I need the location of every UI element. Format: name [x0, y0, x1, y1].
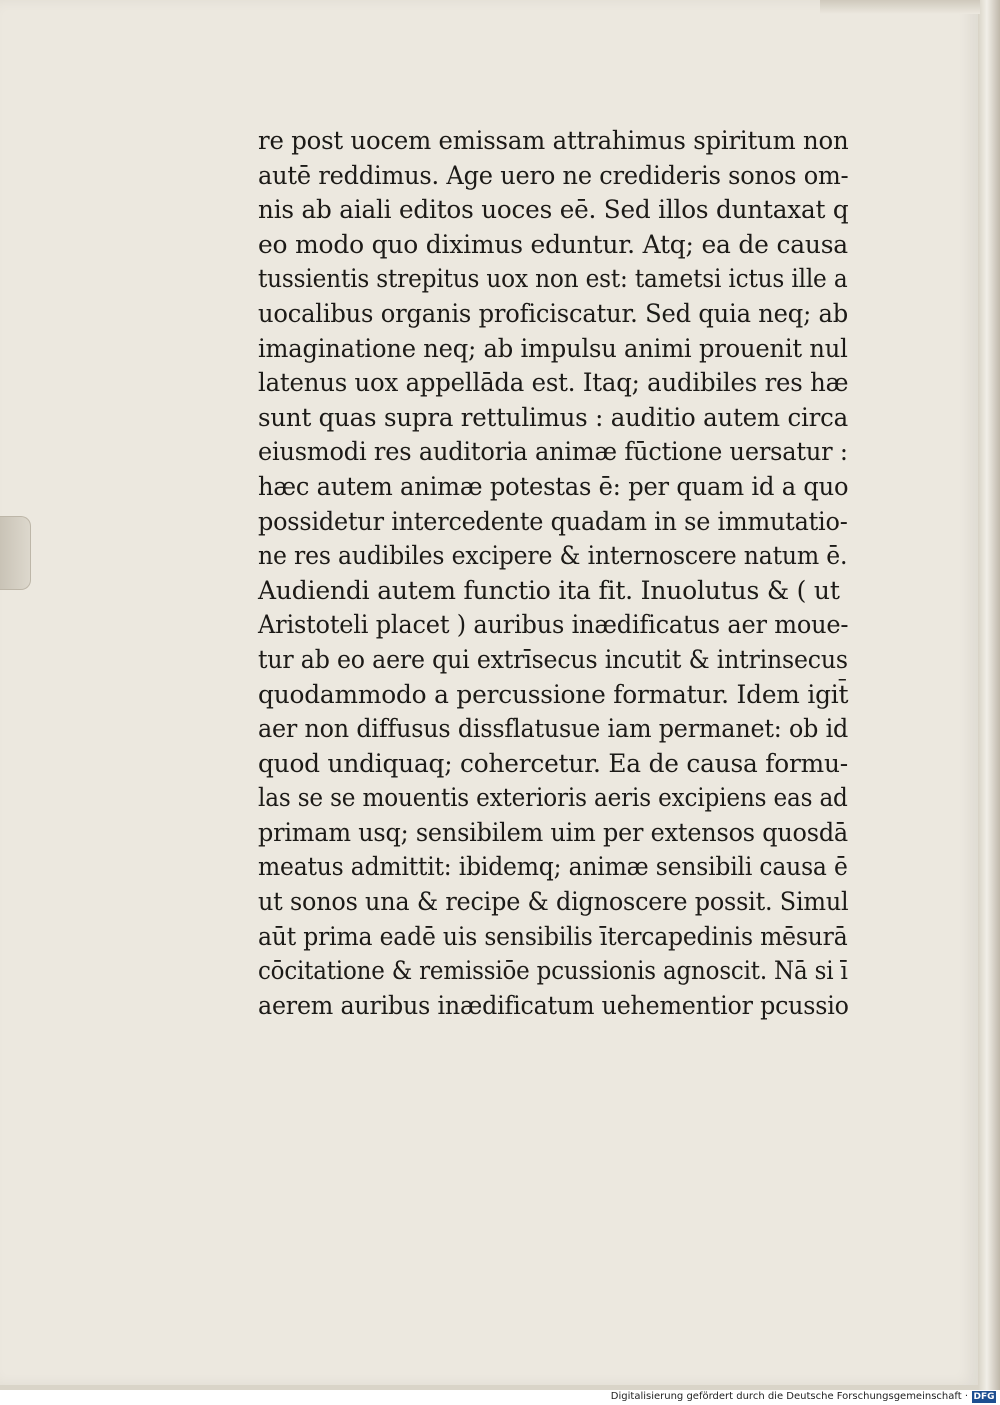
- page-top-curl: [820, 0, 980, 14]
- text-line: aer non diffusus dissflatusue iam permanet: ob id: [258, 714, 849, 744]
- text-line: autē reddimus. Age uero ne credideris sonos om-: [258, 160, 849, 190]
- text-line: hæc autem animæ potestas ē: per quam id a quo: [258, 471, 849, 501]
- text-line: re post uocem emissam attrahimus spiritum non: [258, 126, 849, 155]
- text-line: nis ab aiali editos uoces eē. Sed illos duntaxat q: [258, 195, 849, 225]
- text-line: quodammodo a percussione formatur. Idem igit̄: [258, 679, 849, 709]
- text-line: tussientis strepitus uox non est: tametsi ictus ille a: [258, 264, 848, 294]
- text-line: Audiendi autem functio ita fit. Inuolutus & ( ut: [258, 575, 840, 605]
- text-line: quod undiquaq; cohercetur. Ea de causa formu-: [258, 748, 848, 778]
- dfg-logo: DFG: [973, 1392, 995, 1402]
- text-line: cōcitatione & remissiōe pcussionis agnoscit. Nā si ī: [258, 956, 848, 986]
- text-line: uocalibus organis proficiscatur. Sed quia neq; ab: [258, 298, 849, 328]
- text-line: las se se mouentis exterioris aeris excipiens eas ad: [258, 783, 848, 813]
- text-line: primam usq; sensibilem uim per extensos quosdā: [258, 817, 849, 847]
- text-line: tur ab eo aere qui extrīsecus incutit & intrinsecus: [258, 644, 848, 674]
- text-line: imaginatione neq; ab impulsu animi prouenit nul: [258, 333, 848, 363]
- text-line: ne res audibiles excipere & internoscere natum ē.: [258, 541, 848, 571]
- text-line: latenus uox appellāda est. Itaq; audibiles res hæ: [258, 368, 849, 398]
- text-line: possidetur intercedente quadam in se immutatio-: [258, 506, 848, 536]
- funding-credit: Digitalisierung gefördert durch die Deutsche Forschungsgemeinschaft ·: [610, 1391, 968, 1402]
- text-line: Aristoteli placet ) auribus inædificatus aer moue-: [258, 610, 849, 640]
- page-edge: [978, 0, 1000, 1390]
- text-line: ut sonos una & recipe & dignoscere possit. Simul: [258, 887, 849, 917]
- text-line: aūt prima eadē uis sensibilis ītercapedinis mēsurā: [258, 921, 848, 951]
- page-tab-marker: [0, 516, 31, 590]
- text-line: sunt quas supra rettulimus : auditio autem circa: [258, 402, 848, 432]
- text-line: eiusmodi res auditoria animæ fūctione uersatur :: [258, 437, 848, 467]
- text-block: [258, 124, 848, 1023]
- text-line: meatus admittit: ibidemq; animæ sensibili causa ē: [258, 852, 848, 882]
- text-line: aerem auribus inædificatum uehementior pcussio: [258, 990, 849, 1020]
- text-line: eo modo quo diximus eduntur. Atq; ea de causa: [258, 229, 848, 259]
